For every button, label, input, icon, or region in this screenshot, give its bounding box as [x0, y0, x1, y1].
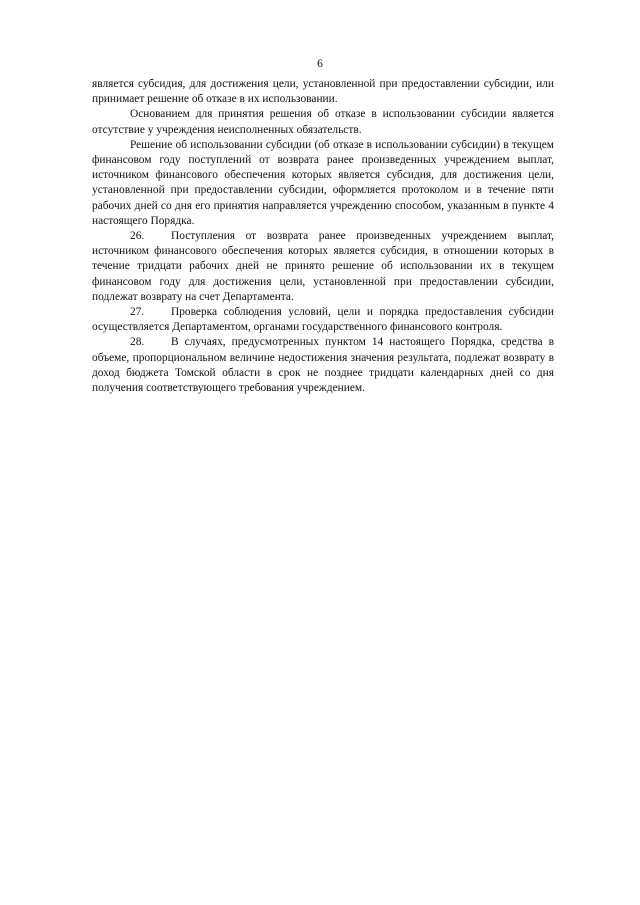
clause-text: Поступления от возврата ранее произведенных учреждением выплат, источником финансового обеспечения которых является субсидия, в отношении которых в течение тридцати рабочих дней не принято решение об использовании их в текущем финансовом году для достижения цели, установленной при предоставлении субсидии, подлежат возврату на счет Департамента. — [92, 230, 554, 303]
paragraph-text: Решение об использовании субсидии (об отказе в использовании субсидии) в текущем финансовом году поступлений от возврата ранее произведенных учреждением выплат, источником финансового обеспечения которых является субсидия, для достижения цели, установленной при предоставлении субсидии, оформляется протоколом и в течение пяти рабочих дней со дня его принятия направляется учреждению способом, указанным в пункте 4 настоящего Порядка. — [92, 138, 554, 227]
clause-number: 26. — [130, 230, 145, 243]
paragraph-grounds — [92, 107, 554, 137]
paragraph-text: является субсидия, для достижения цели, установленной при предоставлении субсидии, или принимает решение об отказе в их использовании. — [92, 78, 554, 106]
paragraph-continuation — [92, 77, 554, 107]
paragraph-text: Основанием для принятия решения об отказе в использовании субсидии является отсутствие у учреждения неисполненных обязательств. — [92, 108, 554, 136]
clause-text: В случаях, предусмотренных пунктом 14 настоящего Порядка, средства в объеме, пропорциональном величине недостижения значения результата, подлежат возврату в доход бюджета Томской области в срок не позднее тридцати календарных дней со дня получения соответствующего требования учреждением. — [92, 336, 554, 395]
page-number: 6 — [317, 58, 323, 70]
clause-text: Проверка соблюдения условий, цели и порядка предоставления субсидии осуществляется Департаментом, органами государственного финансового контроля. — [92, 306, 554, 334]
document-body — [92, 77, 554, 396]
clause-number: 27. — [130, 306, 145, 319]
clause-26 — [92, 229, 554, 305]
clause-27 — [92, 305, 554, 335]
paragraph-decision — [92, 138, 554, 229]
clause-number: 28. — [130, 336, 145, 349]
clause-28 — [92, 335, 554, 396]
